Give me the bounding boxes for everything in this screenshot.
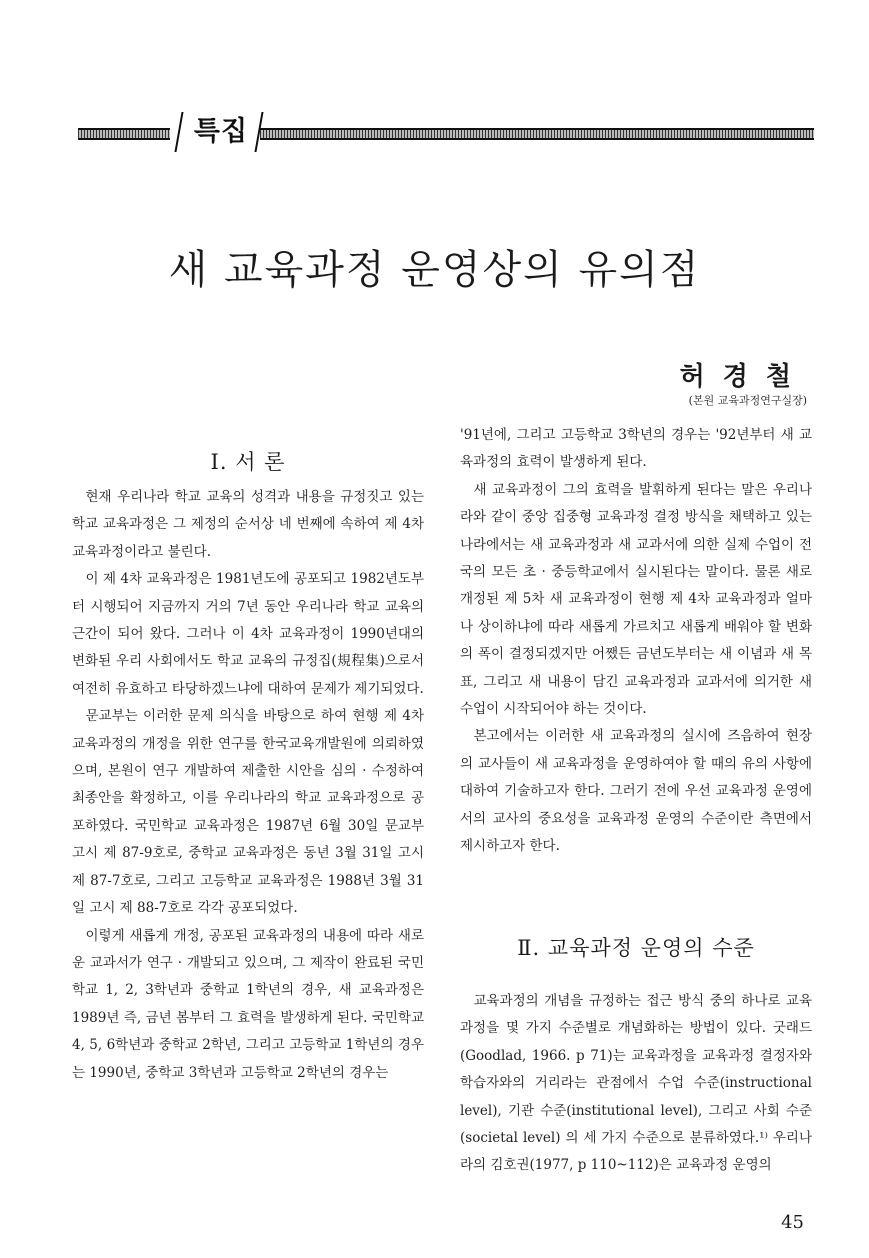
paragraph: 이 제 4차 교육과정은 1981년도에 공포되고 1982년도부터 시행되어 지금까지 거의 7년 동안 우리나라 학교 교육의 근간이 되어 왔다. 그러나 이 4차 교육과정이 1990년대의 변화된 우리 사회에서도 학교 교육의 규정집(規程集)으로서 여전히 유효하고 타당하겠느냐에 대하여 문제가 제기되었다. <box>72 571 424 697</box>
decorative-band-right <box>260 128 814 140</box>
section-heading-introduction: Ⅰ. 서 론 <box>210 450 286 474</box>
author-name: 허경철 <box>679 362 809 392</box>
right-column-lower <box>460 988 812 1180</box>
paragraph: 새 교육과정이 그의 효력을 발휘하게 된다는 말은 우리나라와 같이 중앙 집중형 교육과정 결정 방식을 채택하고 있는 나라에서는 새 교육과정과 새 교과서에 의한 실제 수업이 전국의 모든 초 · 중등학교에서 실시된다는 말이다. 물론 새로 개정된 제 5차 새 교육과정이 현행 제 4차 교육과정과 얼마나 상이하냐에 따라 새롭게 가르치고 새롭게 배워야 할 변화의 폭이 결정되겠지만 어쨌든 금년도부터는 새 이념과 새 목표, 그리고 새 내용이 담긴 교육과정과 교과서에 의거한 새 수업이 시작되어야 하는 것이다. <box>460 481 812 718</box>
paragraph-continuation: '91년에, 그리고 고등학교 3학년의 경우는 '92년부터 새 교육과정의 효력이 발생하게 된다. <box>460 427 812 471</box>
paragraph: 교육과정의 개념을 규정하는 접근 방식 중의 하나로 교육과정을 몇 가지 수준별로 개념화하는 방법이 있다. 굿래드(Goodlad, 1966. p 71)는 교육과정을 교육과정 결정자와 학습자와의 거리라는 관점에서 수업 수준(instructional level), 기관 수준(institutional level), 그리고 사회 수준(societal level) 의 세 가지 수준으로 분류하였다.¹⁾ 우리나라의 김호권(1977, p 110~112)은 교육과정 운영의 <box>460 993 812 1174</box>
paragraph: 본고에서는 이러한 새 교육과정의 실시에 즈음하여 현장의 교사들이 새 교육과정을 운영하여야 할 때의 유의 사항에 대하여 기술하고자 한다. 그러기 전에 우선 교육과정 운영에서의 교사의 중요성을 교육과정 운영의 수준이란 측면에서 제시하고자 한다. <box>460 728 812 855</box>
decorative-band-left <box>78 128 170 140</box>
paragraph: 이렇게 새롭게 개정, 공포된 교육과정의 내용에 따라 새로운 교과서가 연구 · 개발되고 있으며, 그 제작이 완료된 국민학교 1, 2, 3학년과 중학교 1학년의 경우, 새 교육과정은 1989년 즉, 금년 봄부터 그 효력을 발생하게 된다. 국민학교 4, 5, 6학년과 중학교 2학년, 그리고 고등학교 1학년의 경우는 1990년, 중학교 3학년과 고등학교 2학년의 경우는 <box>72 927 424 1081</box>
page-number: 45 <box>781 1212 804 1233</box>
section-tag-band <box>78 110 814 156</box>
section-tag-label: 특집 <box>193 116 249 147</box>
left-column <box>72 484 424 1087</box>
author-affiliation: (본원 교육과정연구실장) <box>688 394 807 407</box>
right-column <box>460 422 812 861</box>
section-heading-curriculum-levels: Ⅱ. 교육과정 운영의 수준 <box>517 936 755 960</box>
article-title: 새 교육과정 운영상의 유의점 <box>168 247 701 293</box>
paragraph: 현재 우리나라 학교 교육의 성격과 내용을 규정짓고 있는 학교 교육과정은 그 제정의 순서상 네 번째에 속하여 제 4차 교육과정이라고 불린다. <box>72 489 424 560</box>
paragraph: 문교부는 이러한 문제 의식을 바탕으로 하여 현행 제 4차 교육과정의 개정을 위한 연구를 한국교육개발원에 의뢰하였으며, 본원이 연구 개발하여 제출한 시안을 심의 · 수정하여 최종안을 확정하고, 이를 우리나라의 학교 교육과정으로 공포하였다. 국민학교 교육과정은 1987년 6월 30일 문교부 고시 제 87-9호로, 중학교 교육과정은 동년 3월 31일 고시 제 87-7호로, 그리고 고등학교 교육과정은 1988년 3월 31일 고시 제 88-7호로 각각 공포되었다. <box>72 708 424 917</box>
